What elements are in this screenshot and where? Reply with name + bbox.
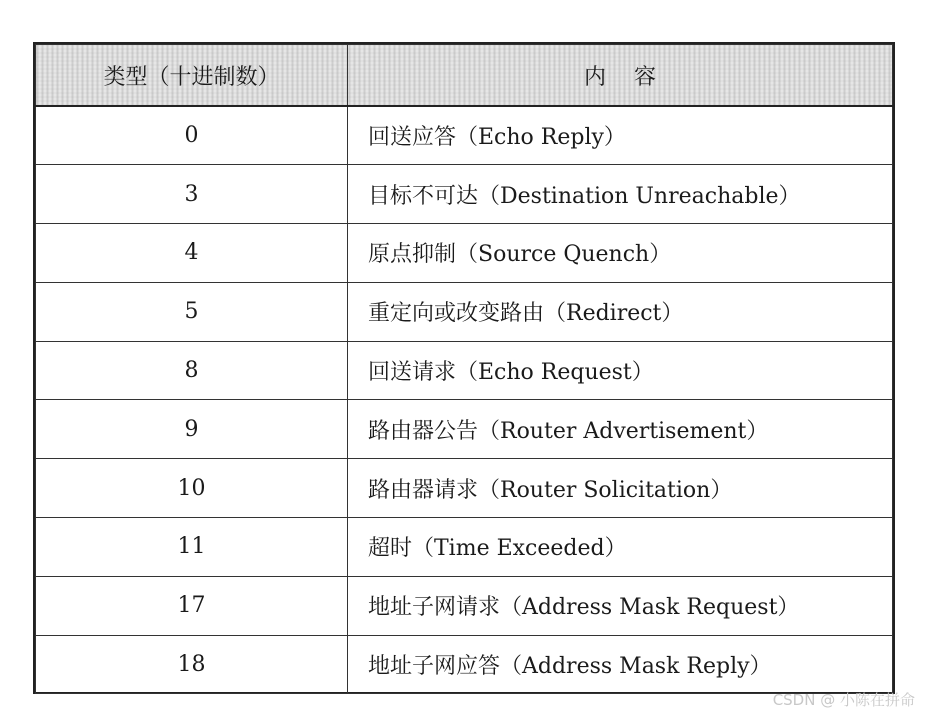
row-content: 路由器公告（Router Advertisement） [348,400,893,459]
header-content: 内容 [348,45,893,107]
table-row [36,224,893,283]
row-type: 17 [36,576,348,635]
row-type: 4 [36,224,348,283]
row-type: 0 [36,106,348,165]
row-content: 回送应答（Echo Reply） [348,106,893,165]
table-row [36,635,893,694]
row-content: 地址子网应答（Address Mask Reply） [348,635,893,694]
row-type: 18 [36,635,348,694]
row-content: 重定向或改变路由（Redirect） [348,282,893,341]
row-content: 地址子网请求（Address Mask Request） [348,576,893,635]
header-row [36,45,893,107]
row-type: 11 [36,518,348,577]
row-type: 9 [36,400,348,459]
row-type: 5 [36,282,348,341]
table-row [36,282,893,341]
row-type: 8 [36,341,348,400]
table-row [36,518,893,577]
row-content: 路由器请求（Router Solicitation） [348,459,893,518]
table-row [36,400,893,459]
table-row [36,106,893,165]
table-header [36,45,893,107]
row-content: 回送请求（Echo Request） [348,341,893,400]
header-type: 类型（十进制数） [36,45,348,107]
table-row [36,576,893,635]
table-row [36,459,893,518]
csdn-watermark: CSDN @ 小陈在拼命 [772,691,915,709]
row-content: 目标不可达（Destination Unreachable） [348,165,893,224]
row-content: 原点抑制（Source Quench） [348,224,893,283]
table-row [36,341,893,400]
row-content: 超时（Time Exceeded） [348,518,893,577]
icmp-type-table [35,44,893,694]
row-type: 3 [36,165,348,224]
table-row [36,165,893,224]
table-body [36,106,893,694]
icmp-type-table-frame [33,42,895,694]
row-type: 10 [36,459,348,518]
